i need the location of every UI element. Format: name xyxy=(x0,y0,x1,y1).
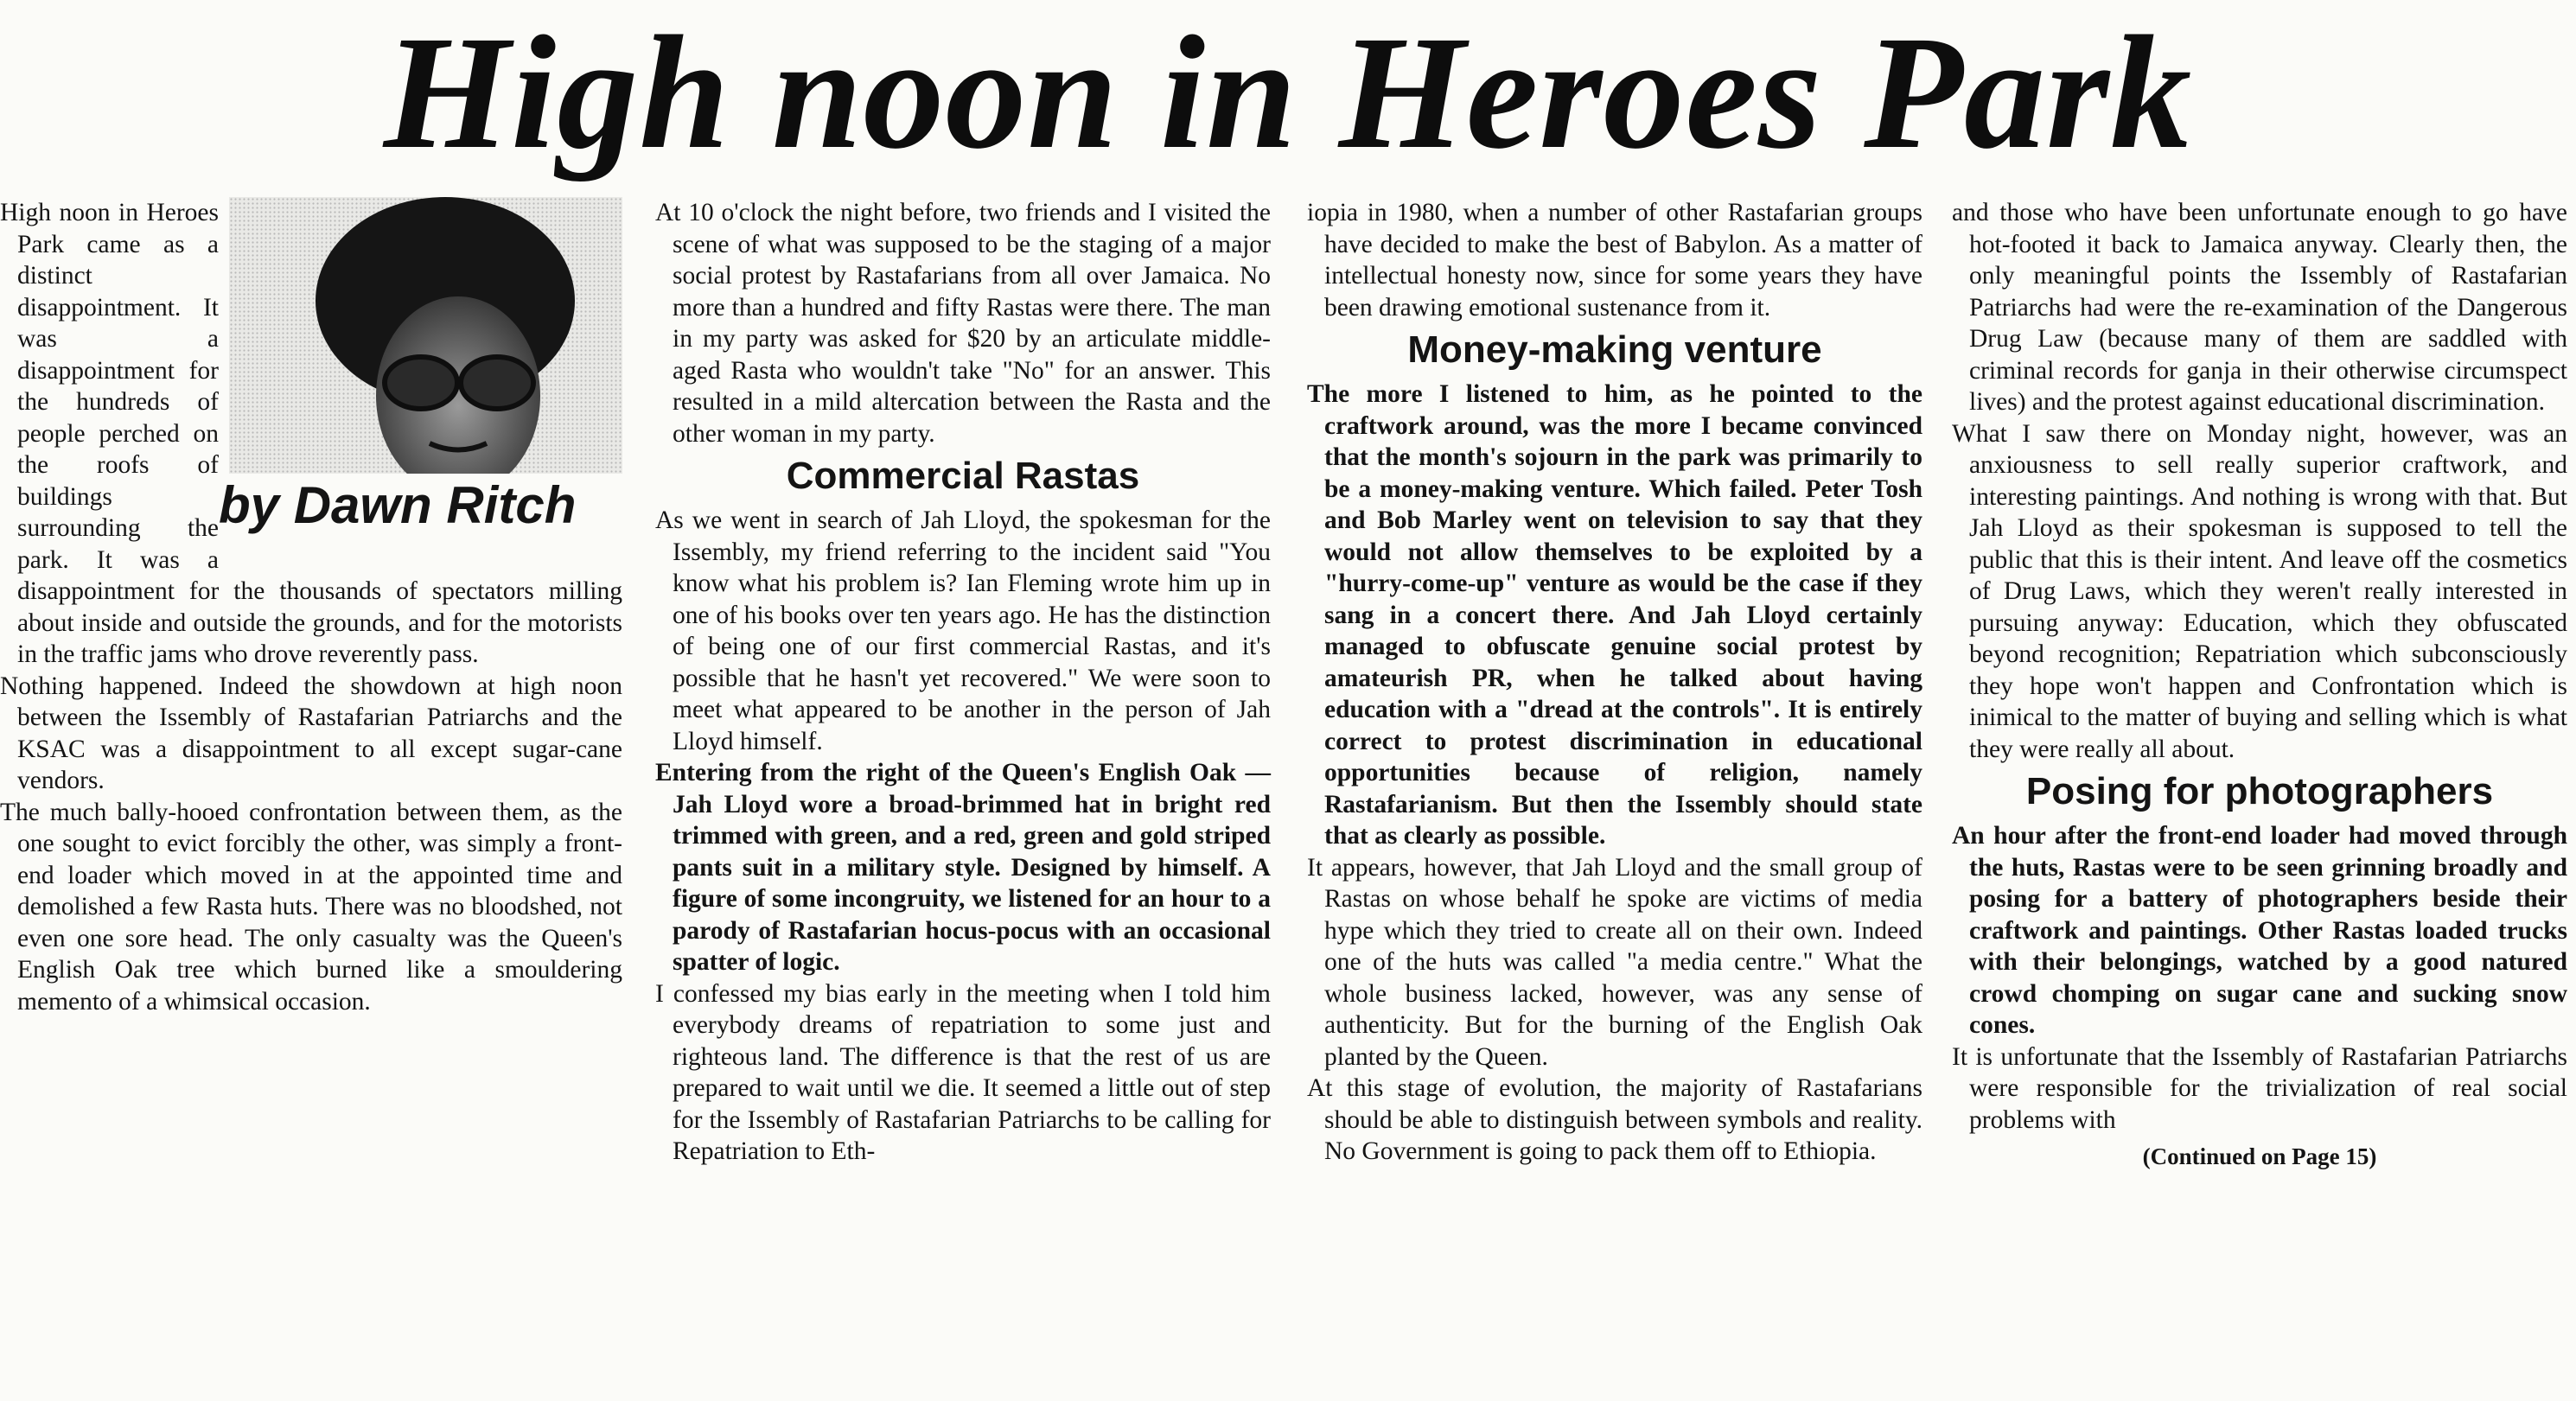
article-column-1 xyxy=(0,197,622,1017)
section-heading: Posing for photographers xyxy=(2025,770,2494,812)
section-heading: Money-making venture xyxy=(1407,328,1822,371)
article-paragraph: What I saw there on Monday night, however, was an anxiousness to sell really superior craftwork, and interesting paintings. And nothing is wrong with that. But Jah Lloyd as their spokesman is supposed to tell the public that this is their intent. And leave off the cosmetics of Drug Laws, which they weren't really interested in pursuing anyway: Education, which they obfuscated beyond recognition; Repatriation which subconsciously they hope won't happen and Confrontation which is inimical to the matter of buying and selling which is what they were really all about. xyxy=(1952,419,2567,763)
article-paragraph: High noon in Heroes Park came as a distinct disappointment. It was a disappointment for the hundreds of people perched on the roofs of buildings surrounding the park. It was a disappointment for the thousands of spectators milling about inside and outside the grounds, and for the motorists in the traffic jams who drove reverently pass. xyxy=(0,199,622,668)
article-paragraph: It appears, however, that Jah Lloyd and the small group of Rastas on whose behalf he spoke are victims of media hype which they tried to create all on their own. Indeed one of the huts was called "a media centre." What the whole business lacked, however, was any sense of authenticity. But for the burning of the English Oak planted by the Queen. xyxy=(1307,853,1922,1071)
article-paragraph: It is unfortunate that the Issembly of Rastafarian Patriarchs were responsible for the trivialization of real social problems with xyxy=(1952,1042,2567,1134)
section-heading: Commercial Rastas xyxy=(786,455,1140,497)
article-paragraph: As we went in search of Jah Lloyd, the spokesman for the Issembly, my friend referring to the incident said "You know what his problem is? Ian Fleming wrote him up in one of his books over ten years ago. He has the distinction of being one of our first commercial Rastas, and it's possible that he hasn't yet recovered." We were soon to meet what appeared to be another in the person of Jah Lloyd himself. xyxy=(655,506,1271,755)
author-photo xyxy=(229,197,622,474)
article-paragraph-bold: An hour after the front-end loader had moved through the huts, Rastas were to be seen grinning broadly and posing for a battery of photographers beside their craftwork and paintings. Other Rastas loaded trucks with their belongings, watched by a good natured crowd chomping on sugar cane and sucking snow cones. xyxy=(1952,822,2567,1039)
author-photo-box xyxy=(219,197,622,543)
article-column-3 xyxy=(1307,197,1922,1168)
article-column-4 xyxy=(1952,197,2567,1173)
headline: High noon in Heroes Park xyxy=(383,2,2193,182)
article-paragraph: The much bally-hooed confrontation between them, as the one sought to evict forcibly the other, was simply a front-end loader which moved in at the appointed time and demolished a few Rasta huts. There was no bloodshed, not even one sore head. The only casualty was the Queen's English Oak tree which burned like a smouldering memento of a whimsical occasion. xyxy=(0,798,622,1016)
article-paragraph: and those who have been unfortunate enough to go have hot-footed it back to Jamaica anyway. Clearly then, the only meaningful points the Issembly of Rastafarian Patriarchs had were the re-examination of the Dangerous Drug Law (because many of them are saddled with criminal records for ganja in their otherwise circumspect lives) and the protest against educational discrimination. xyxy=(1952,199,2567,416)
article-paragraph: At 10 o'clock the night before, two friends and I visited the scene of what was supposed to be the staging of a major social protest by Rastafarians from all over Jamaica. No more than a hundred and fifty Rastas were there. The man in my party was asked for $20 by an articulate middle-aged Rasta who wouldn't take "No" for an answer. This resulted in a mild altercation between the Rasta and the other woman in my party. xyxy=(655,199,1271,448)
article-paragraph: Nothing happened. Indeed the showdown at high noon between the Issembly of Rastafarian Patriarchs and the KSAC was a disappointment to all except sugar-cane vendors. xyxy=(0,672,622,794)
article-column-2 xyxy=(655,197,1271,1168)
byline: by Dawn Ritch xyxy=(219,476,577,534)
article-paragraph-bold: Entering from the right of the Queen's English Oak — Jah Lloyd wore a broad-brimmed hat in bright red trimmed with green, and a red, green and gold striped pants suit in a military style. Designed by himself. A figure of some incongruity, we listened for an hour to a parody of Rastafarian hocus-pocus with an occasional spatter of logic. xyxy=(655,759,1271,976)
article-paragraph: I confessed my bias early in the meeting when I told him everybody dreams of repatriation to some just and righteous land. The difference is that the rest of us are prepared to wait until we die. It seemed a little out of step for the Issembly of Rastafarian Patriarchs to be calling for Repatriation to Eth- xyxy=(655,979,1271,1165)
article-paragraph-bold: The more I listened to him, as he pointed to the craftwork around, was the more I became convinced that the month's sojourn in the park was primarily to be a money-making venture. Which failed. Peter Tosh and Bob Marley went on television to say that they would not allow themselves to be exploited by a "hurry-come-up" venture as would be the case if they sang in a concert there. And Jah Lloyd certainly managed to obfuscate genuine social protest by amateurish PR, when he talked about having education with a "dread at the controls". It is entirely correct to protest discrimination in educational opportunities because of religion, namely Rastafarianism. But then the Issembly should state that as clearly as possible. xyxy=(1307,380,1922,850)
article-paragraph: At this stage of evolution, the majority of Rastafarians should be able to distinguish between symbols and reality. No Government is going to pack them off to Ethiopia. xyxy=(1307,1074,1922,1165)
continuation-note: (Continued on Page 15) xyxy=(2142,1143,2377,1169)
article-paragraph: iopia in 1980, when a number of other Rastafarian groups have decided to make the best of Babylon. As a matter of intellectual honesty now, since for some years they have been drawing emotional sustenance from it. xyxy=(1307,199,1922,322)
